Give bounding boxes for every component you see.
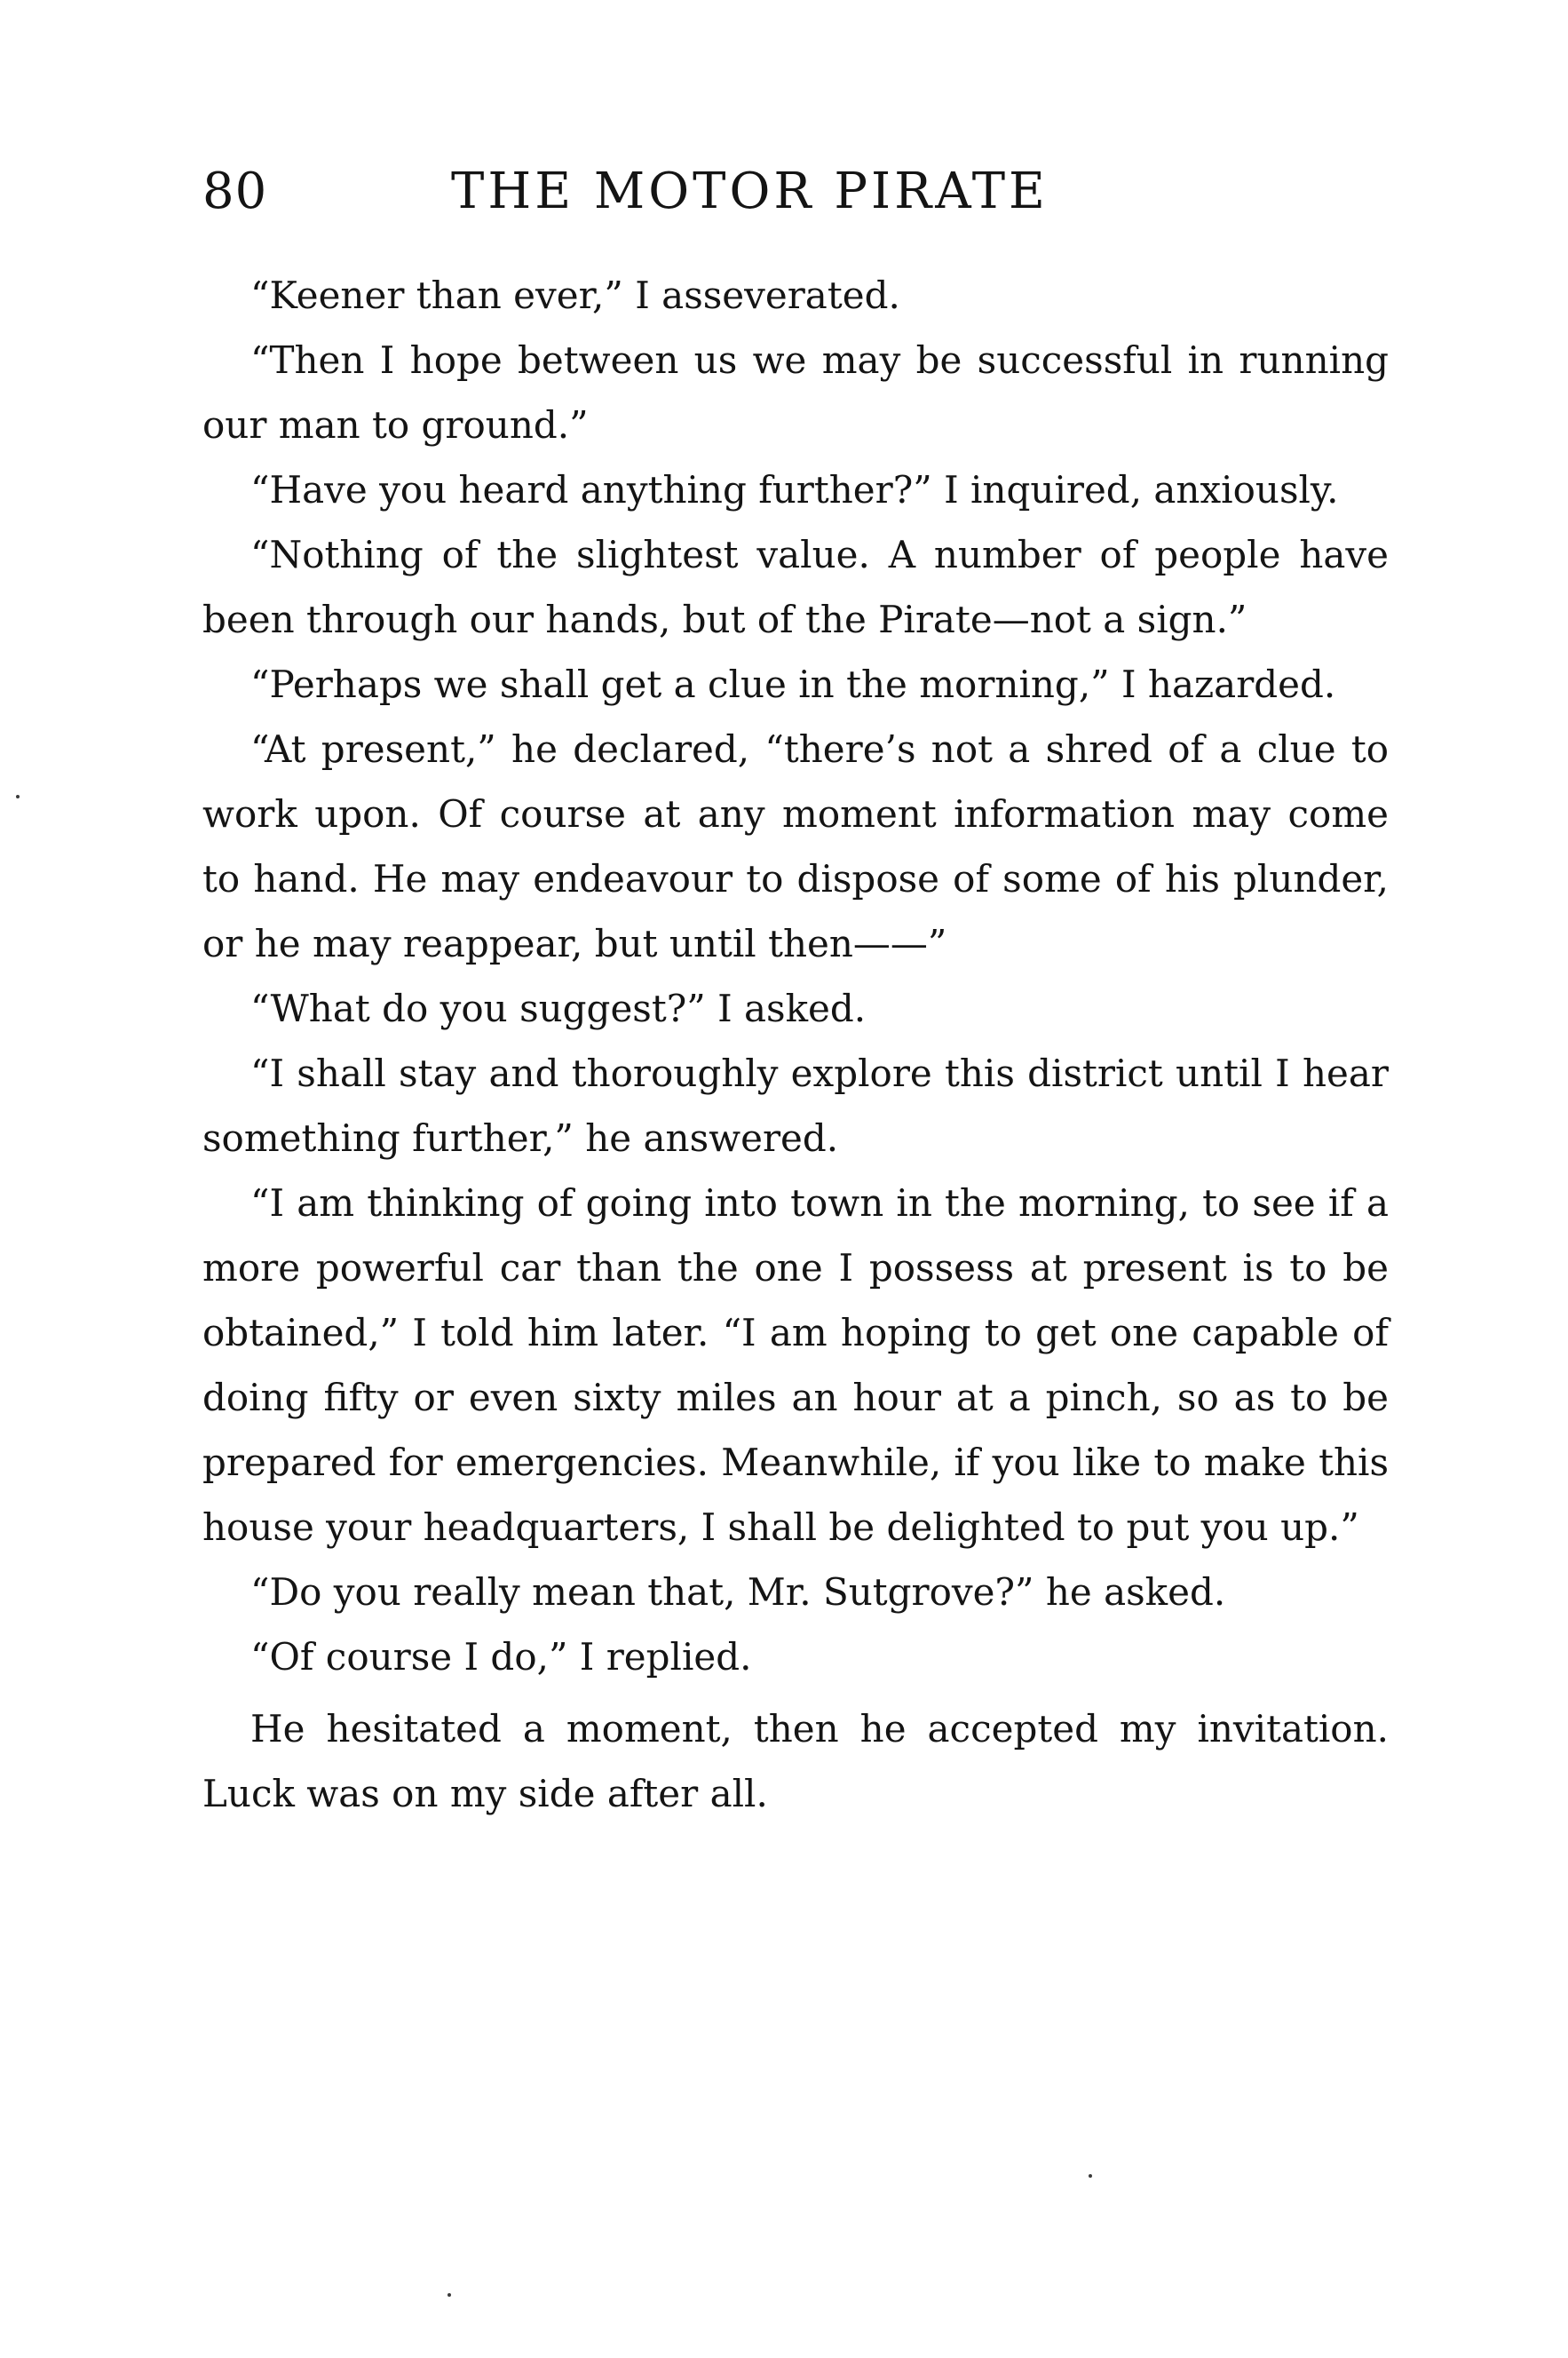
body-text	[202, 263, 1389, 1826]
running-title: THE MOTOR PIRATE	[451, 163, 1049, 220]
scan-speck	[16, 795, 20, 798]
paragraph: “Then I hope between us we may be successful in running our man to ground.”	[202, 338, 1389, 447]
paragraph: “Of course I do,” I replied.	[250, 1635, 752, 1679]
scan-speck	[1089, 2174, 1092, 2178]
paragraph: “Do you really mean that, Mr. Sutgrove?” he asked.	[250, 1570, 1226, 1614]
paragraph: “What do you suggest?” I asked.	[250, 987, 867, 1030]
paragraph: “I shall stay and thoroughly explore this district until I hear something further,” he answered.	[202, 1052, 1389, 1160]
page-number: 80	[202, 163, 268, 220]
paragraph: “Keener than ever,” I asseverated.	[250, 274, 900, 317]
paragraph: He hesitated a moment, then he accepted my invitation. Luck was on my side after all.	[202, 1707, 1389, 1815]
paragraph: “At present,” he declared, “there’s not a shred of a clue to work upon. Of course at any moment information may come to hand. He may endeavour to dispose of some of his plunder, or he may reappear, but until then——”	[202, 727, 1389, 965]
paragraph: “Nothing of the slightest value. A number of people have been through our hands, but of the Pirate—not a sign.”	[202, 533, 1389, 641]
paragraph: “Have you heard anything further?” I inquired, anxiously.	[250, 468, 1339, 512]
page-header	[202, 160, 1389, 242]
paragraph: “Perhaps we shall get a clue in the morning,” I hazarded.	[250, 663, 1336, 706]
book-page	[202, 160, 1389, 2274]
paragraph: “I am thinking of going into town in the morning, to see if a more powerful car than the one I possess at present is to be obtained,” I told him later. “I am hoping to get one capable of doing fifty or even sixty miles an hour at a pinch, so as to be prepared for emergencies. Meanwhile, if you like to make this house your headquarters, I shall be delighted to put you up.”	[202, 1181, 1389, 1549]
scan-speck	[447, 2293, 451, 2297]
